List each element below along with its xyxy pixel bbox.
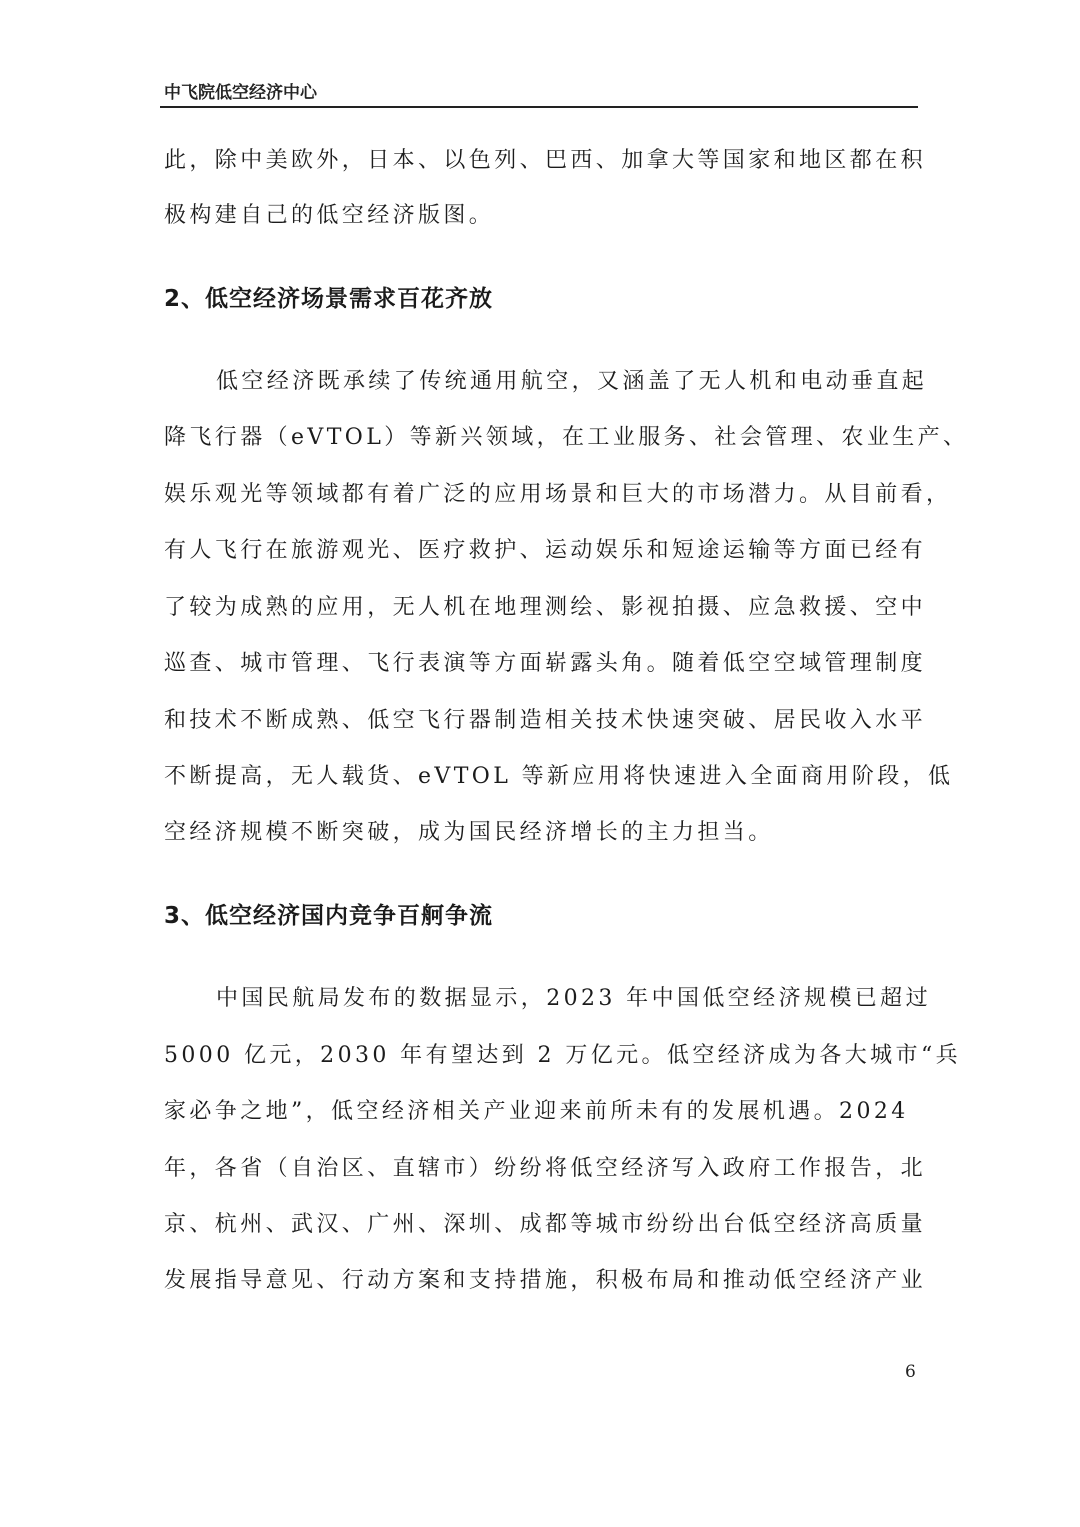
running-header: 中飞院低空经济中心	[164, 83, 317, 103]
body-line: 中国民航局发布的数据显示，2023 年中国低空经济规模已超过	[216, 986, 931, 1011]
body-line: 空经济规模不断突破，成为国民经济增长的主力担当。	[164, 820, 774, 845]
body-line: 了较为成熟的应用，无人机在地理测绘、影视拍摄、应急救援、空中	[164, 595, 927, 620]
body-line: 此，除中美欧外，日本、以色列、巴西、加拿大等国家和地区都在积	[164, 148, 927, 173]
body-line: 5000 亿元，2030 年有望达到 2 万亿元。低空经济成为各大城市“兵	[164, 1043, 961, 1068]
section-heading-3: 3、低空经济国内竞争百舸争流	[164, 903, 494, 929]
body-line: 家必争之地”，低空经济相关产业迎来前所未有的发展机遇。2024	[164, 1099, 909, 1124]
body-line: 极构建自己的低空经济版图。	[164, 203, 495, 228]
body-line: 不断提高，无人载货、eVTOL 等新应用将快速进入全面商用阶段，低	[164, 764, 954, 789]
body-line: 降飞行器（eVTOL）等新兴领域，在工业服务、社会管理、农业生产、	[164, 425, 969, 450]
body-line: 京、杭州、武汉、广州、深圳、成都等城市纷纷出台低空经济高质量	[164, 1212, 927, 1237]
section-heading-2: 2、低空经济场景需求百花齐放	[164, 286, 494, 312]
body-line: 有人飞行在旅游观光、医疗救护、运动娱乐和短途运输等方面已经有	[164, 538, 927, 563]
body-line: 巡查、城市管理、飞行表演等方面崭露头角。随着低空空域管理制度	[164, 651, 927, 676]
body-line: 娱乐观光等领域都有着广泛的应用场景和巨大的市场潜力。从目前看，	[164, 482, 952, 507]
body-line: 低空经济既承续了传统通用航空，又涵盖了无人机和电动垂直起	[216, 369, 928, 394]
body-line: 和技术不断成熟、低空飞行器制造相关技术快速突破、居民收入水平	[164, 708, 927, 733]
page-number: 6	[905, 1362, 916, 1382]
body-line: 年，各省（自治区、直辖市）纷纷将低空经济写入政府工作报告，北	[164, 1156, 927, 1181]
body-line: 发展指导意见、行动方案和支持措施，积极布局和推动低空经济产业	[164, 1268, 927, 1293]
header-divider	[160, 106, 918, 108]
